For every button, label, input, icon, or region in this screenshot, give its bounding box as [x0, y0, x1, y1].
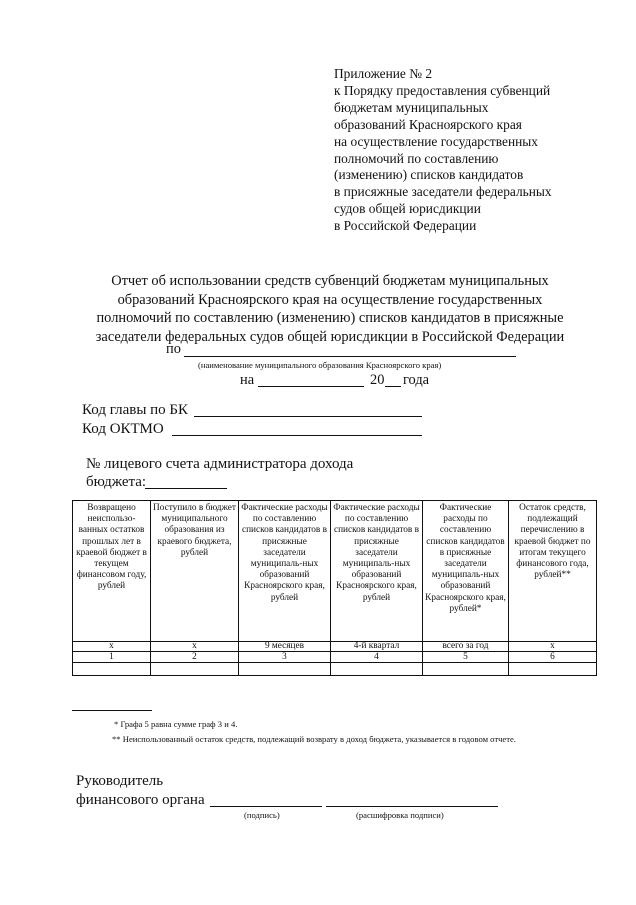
signature-label-line1: Руководитель [76, 773, 164, 789]
appendix-line: полномочий по составлению [334, 150, 499, 166]
table-header-cell: Возвращено неиспользо-ванных остатков прошлых лет в краевой бюджет в текущем финансовом году, рублей [73, 501, 151, 642]
table-header-cell: Поступило в бюджет муниципального образования из краевого бюджета, рублей [151, 501, 239, 642]
account-label-line2: бюджета: [86, 474, 147, 490]
table-input-cell[interactable] [509, 663, 597, 676]
year-field[interactable] [385, 386, 401, 387]
table-input-cell[interactable] [331, 663, 423, 676]
table-input-cell[interactable] [73, 663, 151, 676]
appendix-line: в Российской Федерации [334, 218, 477, 234]
report-title [60, 272, 600, 346]
appendix-header [334, 66, 634, 235]
kod-glavy-label: Код главы по БК [82, 402, 189, 418]
signature-decode-field[interactable] [326, 806, 498, 807]
table-cell: 6 [509, 652, 597, 663]
report-title-line: заседатели федеральных судов общей юрисдикции в Российской Федерации [95, 328, 565, 345]
table-number-row [73, 652, 597, 663]
footnote-1: * Графа 5 равна сумме граф 3 и 4. [114, 719, 238, 729]
table-input-cell[interactable] [151, 663, 239, 676]
po-label: по [166, 341, 181, 357]
table-header-cell: Фактические расходы по составлению списков кандидатов в присяжные заседатели муниципаль-ных образований Красноярского края, рублей [331, 501, 423, 642]
table-cell: х [151, 642, 239, 652]
table-header-row [73, 501, 597, 642]
year-suffix: года [403, 372, 430, 388]
account-label-line1: № лицевого счета администратора дохода [86, 456, 354, 472]
table-cell: 3 [239, 652, 331, 663]
report-title-line: полномочий по составлению (изменению) списков кандидатов в присяжные [96, 310, 564, 327]
appendix-line: образований Красноярского края [334, 116, 522, 132]
table-data-row [73, 663, 597, 676]
kod-oktmo-field[interactable] [172, 435, 422, 436]
appendix-line: в присяжные заседатели федеральных [334, 184, 552, 200]
year-prefix: 20 [370, 372, 385, 388]
municipality-caption: (наименование муниципального образования Красноярского края) [198, 360, 442, 370]
table-input-cell[interactable] [239, 663, 331, 676]
footnote-2: ** Неиспользованный остаток средств, подлежащий возврату в доход бюджета, указывается в годовом отчете. [112, 734, 516, 744]
report-table [72, 500, 597, 676]
signature-field[interactable] [210, 806, 322, 807]
appendix-line: на осуществление государственных [334, 133, 538, 149]
kod-glavy-field[interactable] [194, 416, 422, 417]
table-cell: х [73, 642, 151, 652]
signature-decode-caption: (расшифровка подписи) [356, 810, 444, 820]
table-cell: 1 [73, 652, 151, 663]
appendix-line: Приложение № 2 [334, 66, 433, 81]
table-header-cell: Фактические расходы по составлению списков кандидатов в присяжные заседатели муниципаль-ных образований Красноярского края, рублей [239, 501, 331, 642]
table-input-cell[interactable] [423, 663, 509, 676]
table-header-cell: Остаток средств, подлежащий перечислению в краевой бюджет по итогам текущего финансового года, рублей** [509, 501, 597, 642]
na-label: на [240, 372, 255, 388]
table-period-row [73, 642, 597, 652]
footnote-separator [72, 710, 152, 711]
municipality-field[interactable] [184, 356, 516, 357]
appendix-line: (изменению) списков кандидатов [334, 167, 524, 183]
signature-label-line2: финансового органа [76, 792, 205, 808]
appendix-line: судов общей юрисдикции [334, 201, 481, 217]
period-field[interactable] [258, 386, 364, 387]
signature-caption: (подпись) [244, 810, 280, 820]
table-cell: 4 [331, 652, 423, 663]
table-cell: всего за год [423, 642, 509, 652]
appendix-line: бюджетам муниципальных [334, 99, 489, 115]
kod-oktmo-label: Код ОКТМО [82, 421, 164, 437]
table-cell: 9 месяцев [239, 642, 331, 652]
table-header-cell: Фактические расходы по составлению списков кандидатов в присяжные заседатели муниципаль-ных образований Красноярского края, рублей* [423, 501, 509, 642]
table-cell: 2 [151, 652, 239, 663]
account-field[interactable] [145, 488, 227, 489]
report-title-line: образований Красноярского края на осуществление государственных [117, 291, 543, 308]
appendix-line: к Порядку предоставления субвенций [334, 82, 551, 98]
table-cell: х [509, 642, 597, 652]
table-cell: 5 [423, 652, 509, 663]
report-title-line: Отчет об использовании средств субвенций бюджетам муниципальных [111, 273, 549, 289]
table-cell: 4-й квартал [331, 642, 423, 652]
